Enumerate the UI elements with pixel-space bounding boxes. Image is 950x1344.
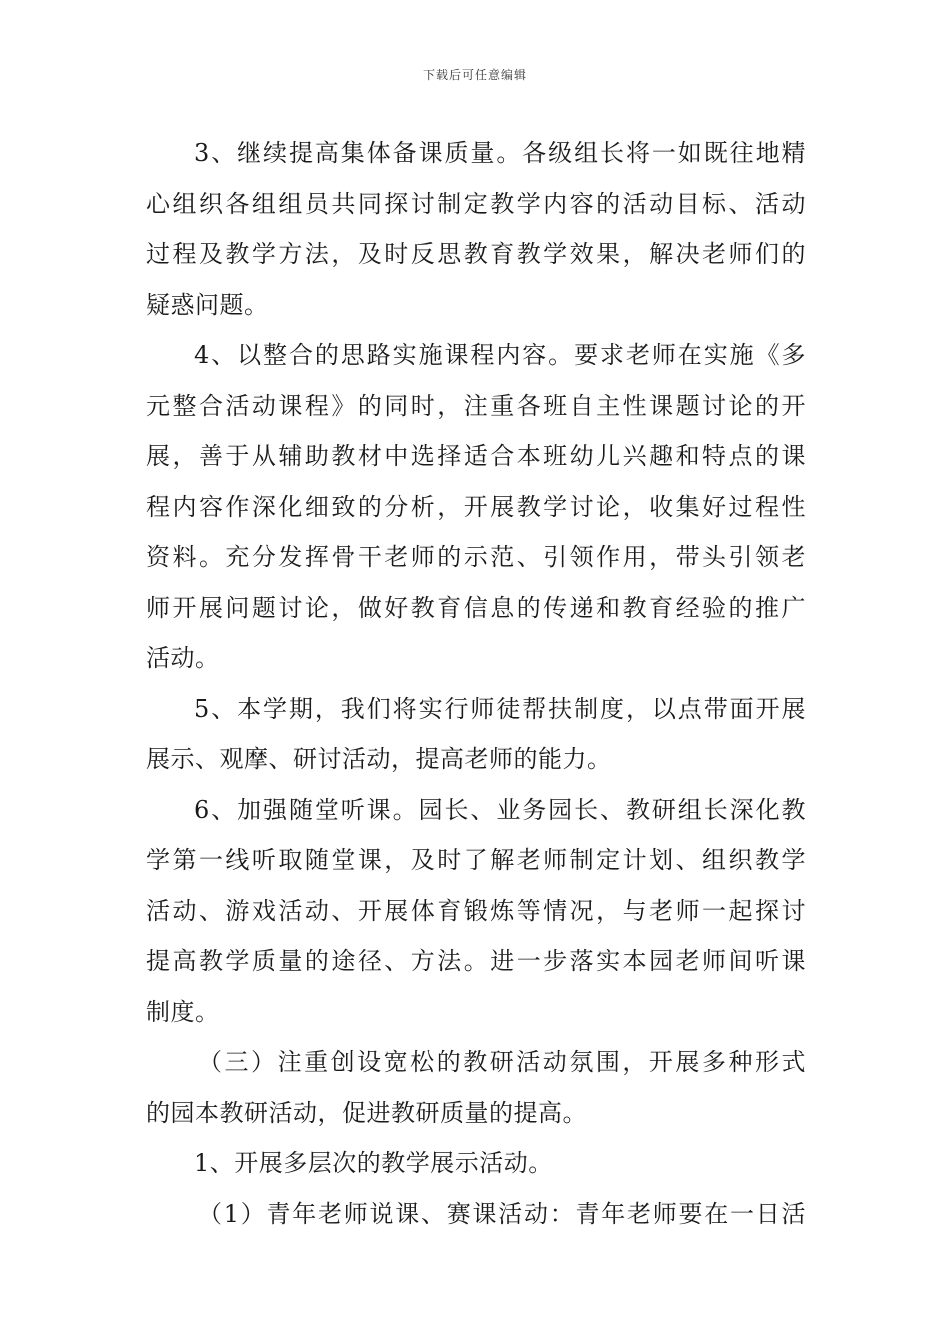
text-line: 学第一线听取随堂课，及时了解老师制定计划、组织教学 [146, 846, 806, 874]
text-line: 活动、游戏活动、开展体育锻炼等情况，与老师一起探讨 [146, 896, 806, 925]
paragraph-6 [146, 785, 806, 1038]
text-line: 制度。 [146, 997, 220, 1026]
page-header: 下载后可任意编辑 [422, 68, 527, 82]
paragraph-subitem-1-1 [146, 1189, 806, 1240]
text-line: 5、本学期，我们将实行师徒帮扶制度，以点带面开展 [194, 694, 806, 723]
paragraph-subitem-1 [146, 1138, 806, 1189]
text-line: 元整合活动课程》的同时，注重各班自主性课题讨论的开 [146, 391, 806, 420]
paragraph-5 [146, 684, 806, 785]
section-heading-3 [146, 1037, 806, 1138]
text-line: 师开展问题讨论，做好教育信息的传递和教育经验的推广 [146, 593, 806, 622]
text-line: 展示、观摩、研讨活动，提高老师的能力。 [146, 745, 612, 773]
text-line: 活动。 [146, 644, 220, 672]
paragraph-3 [146, 128, 806, 330]
text-line: （1）青年老师说课、赛课活动：青年老师要在一日活 [198, 1199, 806, 1228]
text-line: （三）注重创设宽松的教研活动氛围，开展多种形式 [198, 1048, 806, 1076]
text-line: 过程及教学方法，及时反思教育教学效果，解决老师们的 [146, 240, 806, 268]
text-line: 资料。充分发挥骨干老师的示范、引领作用，带头引领老 [146, 543, 806, 571]
text-line: 的园本教研活动，促进教研质量的提高。 [146, 1098, 587, 1127]
text-line: 提高教学质量的途径、方法。进一步落实本园老师间听课 [146, 947, 806, 975]
text-line: 心组织各组组员共同探讨制定教学内容的活动目标、活动 [146, 189, 806, 218]
text-line: 程内容作深化细致的分析，开展教学讨论，收集好过程性 [146, 492, 806, 521]
text-line: 6、加强随堂听课。园长、业务园长、教研组长深化教 [194, 795, 806, 824]
text-line: 4、以整合的思路实施课程内容。要求老师在实施《多 [194, 341, 806, 369]
document-body [146, 128, 806, 1239]
text-line: 3、继续提高集体备课质量。各级组长将一如既往地精 [194, 139, 806, 167]
text-line: 1、开展多层次的教学展示活动。 [194, 1149, 553, 1177]
text-line: 展，善于从辅助教材中选择适合本班幼儿兴趣和特点的课 [146, 442, 806, 470]
paragraph-4 [146, 330, 806, 684]
text-line: 疑惑问题。 [146, 290, 269, 319]
